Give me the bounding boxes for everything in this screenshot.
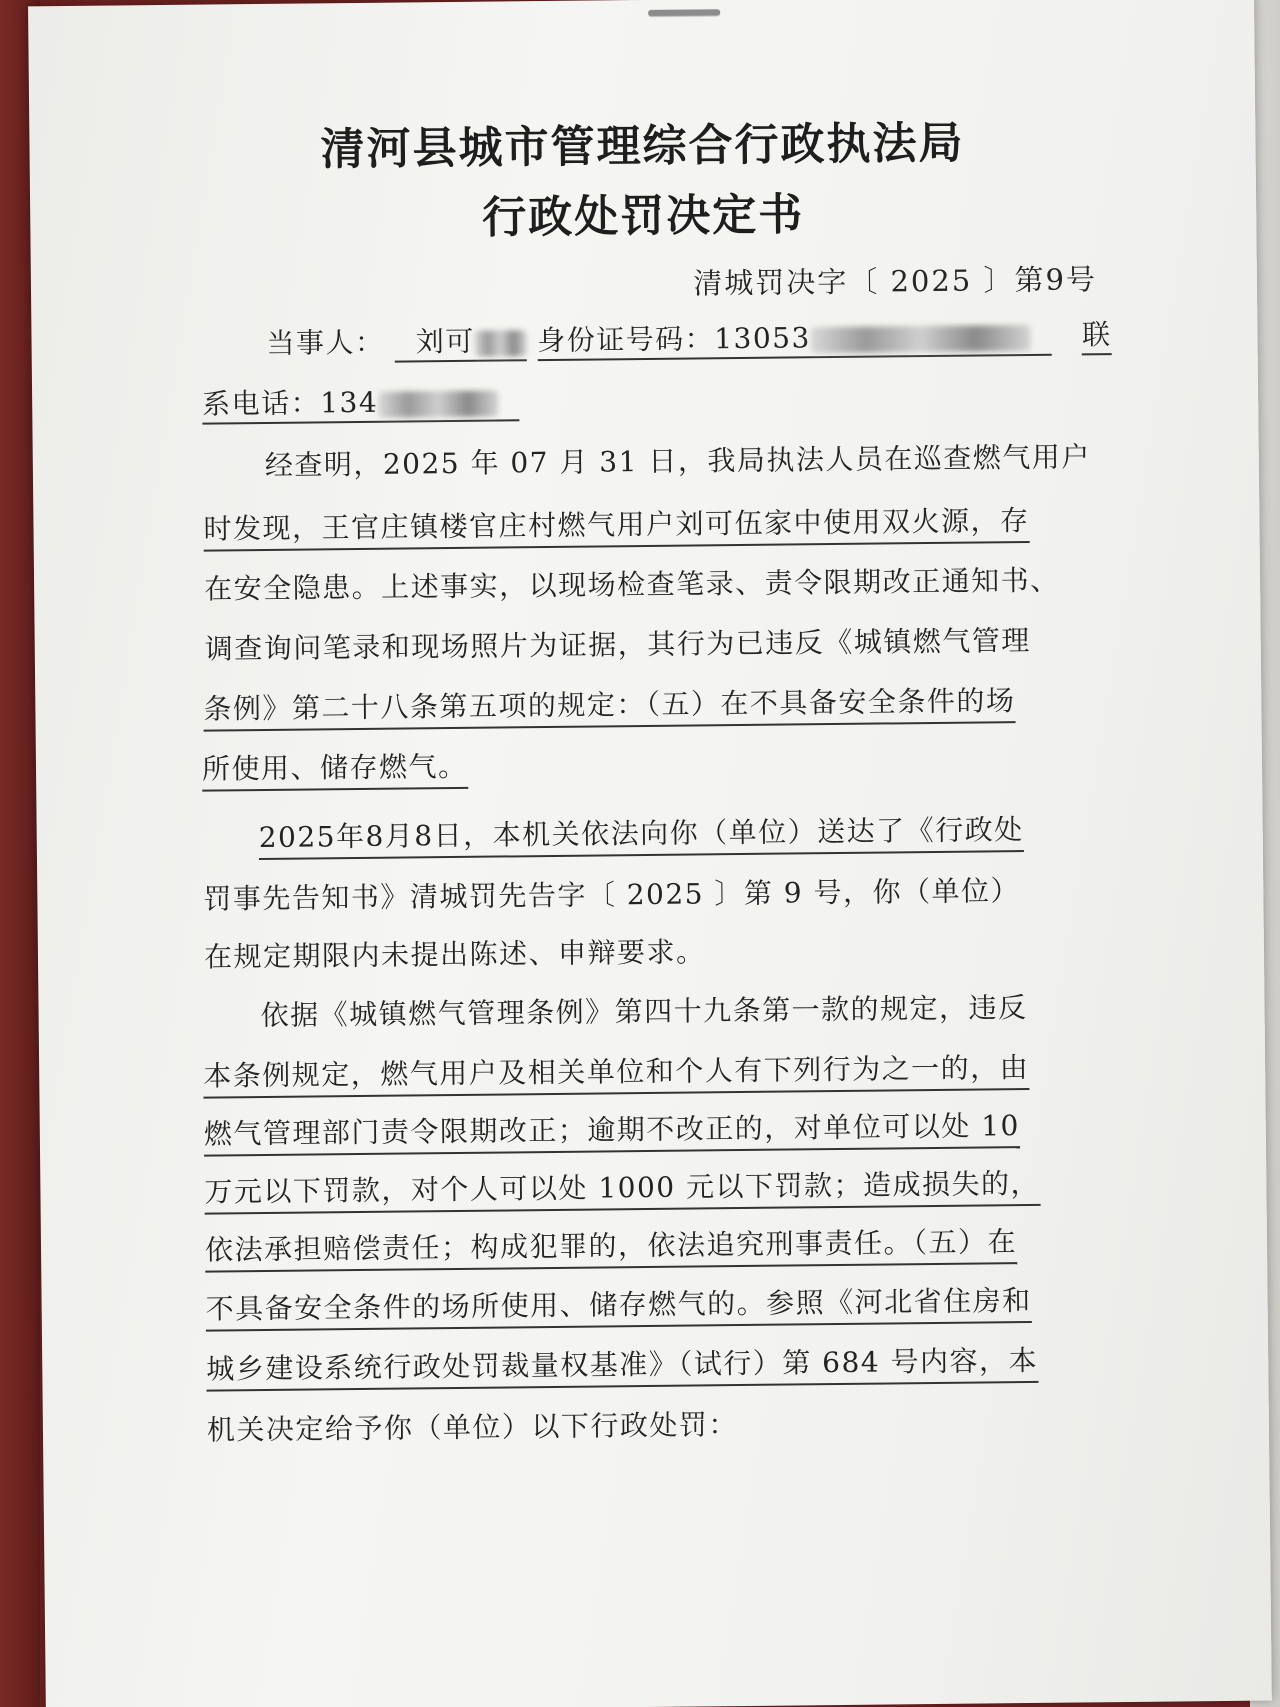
p3-line-7: 城乡建设系统行政处罚裁量权基准》（试行）第 684 号内容，本 bbox=[206, 1339, 1038, 1392]
document-number: 清城罚决字〔 2025 〕第9号 bbox=[693, 262, 1098, 301]
contact-label-part1: 联 bbox=[1082, 318, 1112, 355]
p3-line-2: 本条例规定，燃气用户及相关单位和个人有下列行为之一的，由 bbox=[203, 1046, 1029, 1099]
party-id bbox=[537, 319, 1052, 361]
contact-label-part2: 系电话： bbox=[202, 386, 321, 421]
p3-line-1: 依据《城镇燃气管理条例》第四十九条第一款的规定，违反 bbox=[260, 991, 1028, 1033]
party-line-2 bbox=[202, 379, 519, 422]
p3-line-3: 燃气管理部门责令限期改正；逾期不改正的，对单位可以处 10 bbox=[204, 1104, 1020, 1157]
p1-line-4: 调查询问笔录和现场照片为证据，其行为已违反《城镇燃气管理 bbox=[204, 623, 1031, 666]
id-number-text: 13053 bbox=[714, 321, 811, 356]
phone bbox=[202, 384, 519, 424]
party-name-text: 刘可 bbox=[415, 324, 475, 359]
p1-line-1: 经查明，2025 年 07 月 31 日，我局执法人员在巡查燃气用户 bbox=[264, 440, 1092, 482]
p2-line-3: 在规定期限内未提出陈述、申辩要求。 bbox=[203, 935, 706, 974]
id-label: 身份证号码： bbox=[537, 322, 715, 358]
redacted-name bbox=[475, 330, 527, 357]
redacted-id-number bbox=[811, 324, 1031, 352]
p2-line-1: 2025年8月8日，本机关依法向你（单位）送达了《行政处 bbox=[259, 808, 1024, 860]
p3-line-5: 依法承担赔偿责任；构成犯罪的，依法追究刑事责任。（五）在 bbox=[205, 1220, 1017, 1273]
p1-line-2: 时发现，王官庄镇楼官庄村燃气用户刘可伍家中使用双火源，存 bbox=[203, 499, 1029, 552]
party-label: 当事人： bbox=[266, 325, 385, 360]
document-title: 行政处罚决定书 bbox=[482, 189, 805, 244]
phone-text: 134 bbox=[320, 385, 379, 420]
party-line-1 bbox=[266, 313, 1111, 362]
p3-line-4: 万元以下罚款，对个人可以处 1000 元以下罚款；造成损失的， bbox=[204, 1162, 1040, 1215]
p1-line-6: 所使用、储存燃气。 bbox=[202, 745, 468, 792]
party-name bbox=[395, 324, 527, 362]
p2-line-2: 罚事先告知书》清城罚先告字〔 2025 〕第 9 号，你（单位） bbox=[203, 874, 1021, 916]
p3-line-8: 机关决定给予你（单位）以下行政处罚： bbox=[206, 1408, 739, 1447]
p1-line-3: 在安全隐患。上述事实，以现场检查笔录、责令限期改正通知书、 bbox=[203, 563, 1060, 606]
issuing-authority-title: 清河县城市管理综合行政执法局 bbox=[320, 117, 965, 176]
redacted-phone bbox=[378, 390, 498, 417]
document-page bbox=[28, 0, 1272, 1707]
staple bbox=[648, 9, 720, 16]
p1-line-5: 条例》第二十八条第五项的规定：（五）在不具备安全条件的场 bbox=[203, 679, 1015, 732]
p3-line-6: 不具备安全条件的场所使用、储存燃气的。参照《河北省住房和 bbox=[205, 1279, 1031, 1332]
